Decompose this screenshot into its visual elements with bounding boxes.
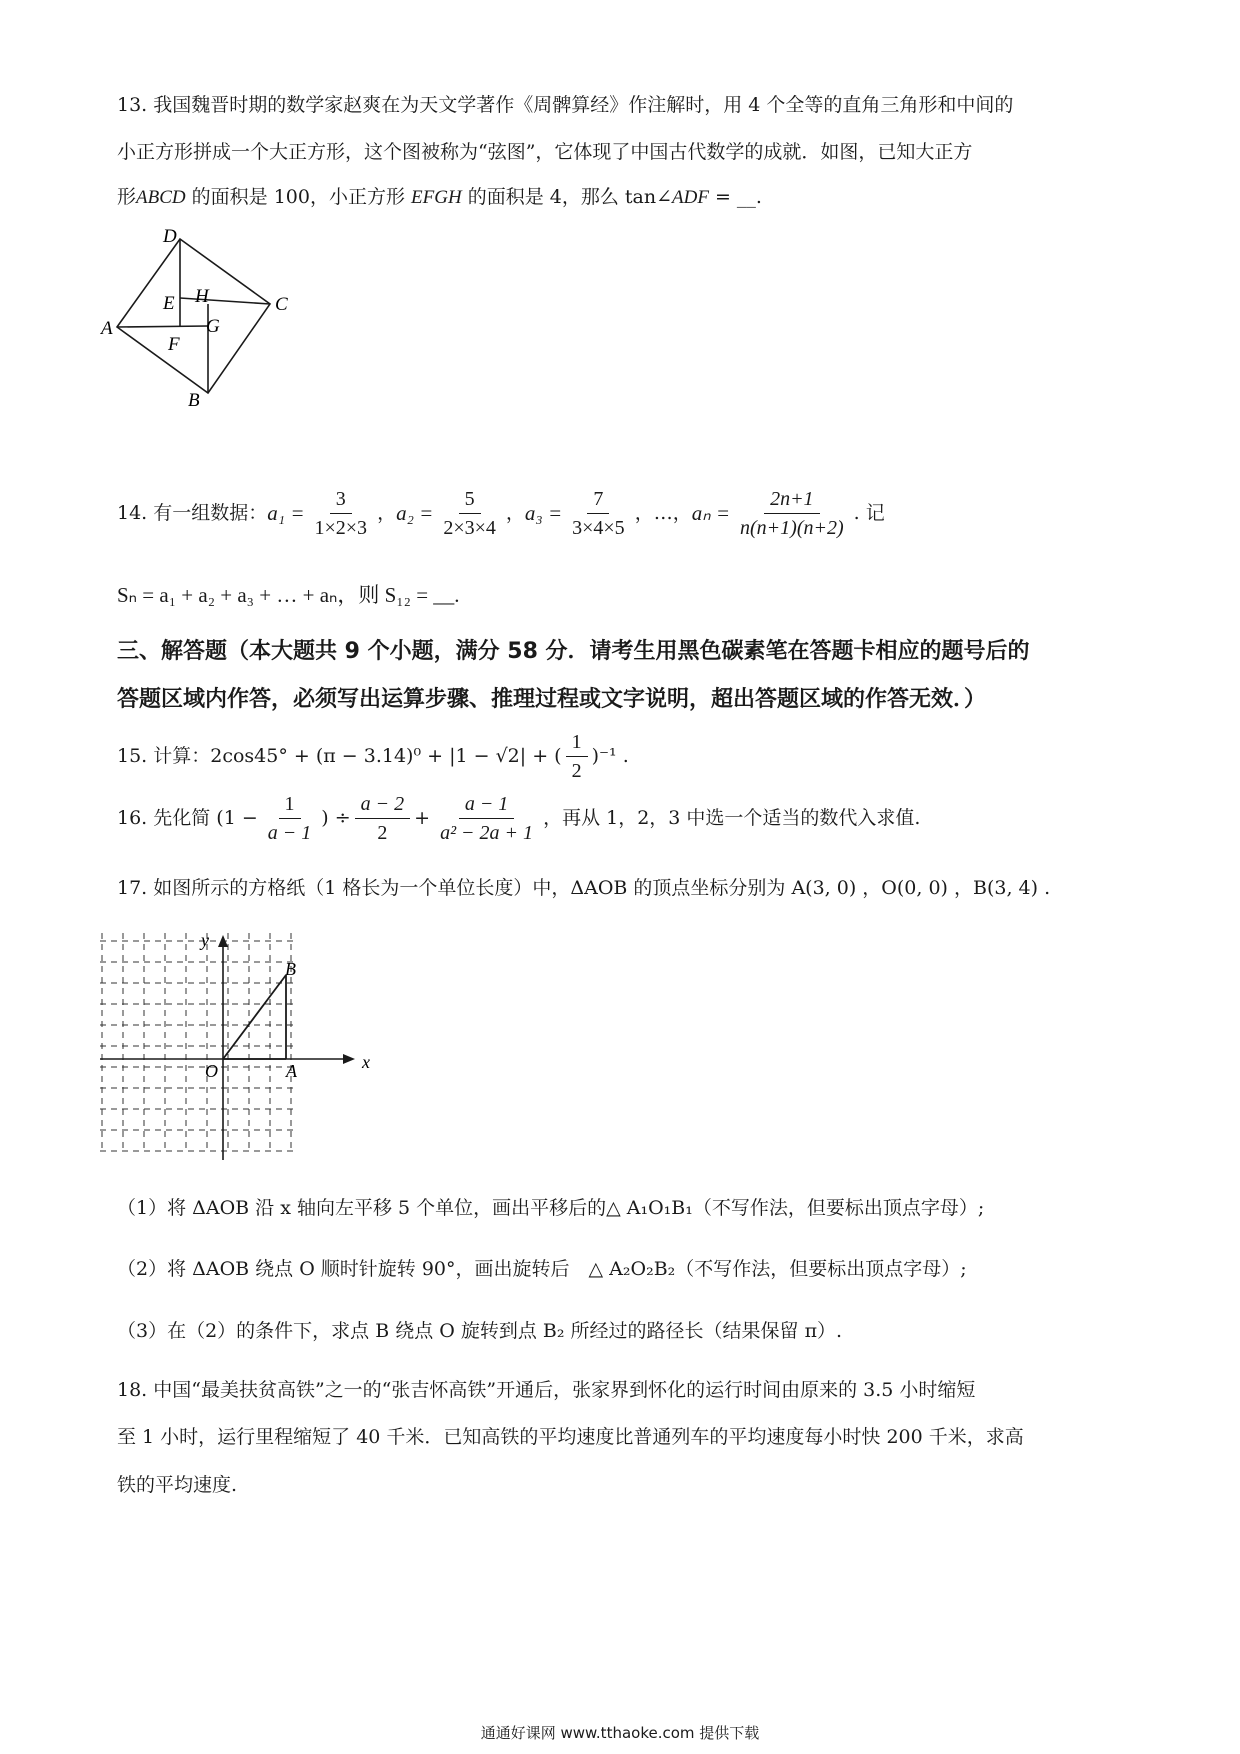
q16-frac2: [355, 792, 411, 845]
q14-an: aₙ =: [691, 500, 730, 525]
q14-frac2: [437, 487, 502, 540]
q16-frac2-den: 2: [377, 822, 388, 844]
label-h: H: [195, 286, 209, 307]
section3-heading-line2: 答题区域内作答，必须写出运算步骤、推理过程或文字说明，超出答题区域的作答无效．）: [117, 687, 987, 712]
q14-line2: Sₙ = a₁ + a₂ + a₃ + … + aₙ，则 S₁₂ = __.: [117, 583, 460, 607]
q14-a1: a₁ =: [267, 500, 305, 525]
q14-fracn: [734, 487, 850, 540]
q14-frac1: [309, 487, 374, 540]
q18-line1: 18. 中国“最美扶贫高铁”之一的“张吉怀高铁”开通后，张家界到怀化的运行时间由原来的 3.5 小时缩短: [117, 1379, 976, 1401]
point-b-label: B: [285, 959, 296, 979]
q14-frac3: [566, 487, 631, 540]
label-a: A: [101, 318, 113, 339]
q16-frac3: [434, 792, 539, 845]
q16-frac1: [262, 792, 318, 845]
q15-frac-den: 2: [571, 760, 582, 782]
q17-sub1: （1）将 ΔAOB 沿 x 轴向左平移 5 个单位，画出平移后的△ A₁O₁B₁（不写作法，但要标出顶点字母）;: [117, 1197, 985, 1219]
q16-frac1-num: 1: [279, 792, 301, 819]
page-footer: 通通好课网 www.tthaoke.com 提供下载: [480, 1724, 760, 1742]
q17-line1: 17. 如图所示的方格纸（1 格长为一个单位长度）中，ΔAOB 的顶点坐标分别为 A(3, 0) ，O(0, 0) ，B(3, 4) .: [117, 877, 1051, 899]
q14-frac2-den: 2×3×4: [443, 517, 496, 539]
line-e-c: [180, 298, 270, 304]
q13-efgh: EFGH: [411, 187, 462, 208]
q17-sub3: （3）在（2）的条件下，求点 B 绕点 O 旋转到点 B₂ 所经过的路径长（结果保留 π）.: [117, 1320, 843, 1342]
q16-lead: 16. 先化简 (1 −: [117, 807, 258, 830]
origin-label: O: [205, 1061, 218, 1081]
q14-fracn-den: n(n+1)(n+2): [740, 517, 844, 539]
q18-line2: 至 1 小时，运行里程缩短了 40 千米．已知高铁的平均速度比普通列车的平均速度每小时快 200 千米，求高: [117, 1426, 1024, 1448]
q16-frac3-den: a² − 2a + 1: [440, 822, 534, 844]
point-a-label: A: [286, 1061, 297, 1081]
label-f: F: [168, 334, 180, 355]
big-square: [117, 239, 270, 393]
q14-frac3-den: 3×4×5: [572, 517, 625, 539]
q13-text-c: 的面积是 4，那么 tan∠: [461, 186, 672, 208]
q14-dots: ，…，: [634, 502, 692, 525]
q13-text-d: = __.: [708, 186, 762, 208]
label-c: C: [275, 294, 288, 315]
q14-a3: a₃ =: [524, 500, 563, 525]
q16-frac1-den: a − 1: [267, 822, 312, 844]
q15-frac: [566, 730, 588, 783]
line-a-g: [117, 326, 208, 327]
q14-frac3-num: 7: [587, 487, 609, 514]
q15-line: [117, 730, 629, 783]
q15-frac-num: 1: [566, 730, 588, 757]
label-d: D: [163, 226, 177, 247]
q14-a2: a₂ =: [396, 500, 434, 525]
q16-mid2: +: [414, 807, 431, 830]
section3-heading-line1: 三、解答题（本大题共 9 个小题，满分 58 分．请考生用黑色碳素笔在答题卡相应的题号后的: [117, 639, 1030, 664]
x-axis-label: x: [362, 1052, 370, 1072]
y-axis-label: y: [201, 930, 209, 950]
label-g: G: [206, 316, 220, 337]
q13-line1: 13. 我国魏晋时期的数学家赵爽在为天文学著作《周髀算经》作注解时，用 4 个全等的直角三角形和中间的: [117, 94, 1014, 116]
q14-lead: 14. 有一组数据：: [117, 502, 268, 525]
q14-line1: 14. 有一组数据： a₁ = $\frac{3}{1\times 2\times 3}$ ， a₂ = $\frac{5}{2\times 3\times 4}$ ， a₃ = $\frac{7}{3\times 4\times 5}$ ，…， aₙ = $\frac{2n+1}{n(n+1)(n+2)}$ . 记: [117, 488, 885, 539]
q16-frac2-num: a − 2: [355, 792, 411, 819]
q14-frac2-num: 5: [459, 487, 481, 514]
grid-lines: [100, 933, 293, 1151]
q13-adf: ADF: [672, 187, 709, 208]
q16-frac3-num: a − 1: [459, 792, 515, 819]
q13-abcd: ABCD: [136, 187, 186, 208]
q14-frac1-num: 3: [330, 487, 352, 514]
q16-line: [117, 792, 920, 845]
x-axis-arrow: [343, 1054, 355, 1064]
q13-text-a: 形: [117, 186, 137, 208]
q17-sub2: （2）将 ΔAOB 绕点 O 顺时针旋转 90°，画出旋转后 △ A₂O₂B₂（不写作法，但要标出顶点字母）;: [117, 1258, 967, 1280]
q13-line3: [117, 186, 762, 210]
q15-tail: )⁻¹ .: [591, 745, 629, 768]
q13-text-b: 的面积是 100，小正方形: [185, 186, 412, 208]
label-e: E: [163, 293, 175, 314]
q16-mid1: ) ÷: [321, 807, 351, 830]
q17-grid-figure: [100, 925, 370, 1170]
q14-frac1-den: 1×2×3: [314, 517, 368, 539]
q13-line2: 小正方形拼成一个大正方形，这个图被称为“弦图”，它体现了中国古代数学的成就．如图，已知大正方: [117, 141, 973, 163]
q14-tail: . 记: [853, 502, 885, 525]
label-b: B: [188, 390, 200, 411]
q16-tail: ，再从 1，2，3 中选一个适当的数代入求值.: [543, 807, 921, 830]
q15-text: 15. 计算：2cos45° + (π − 3.14)⁰ + |1 − √2| + (: [117, 745, 562, 768]
q14-fracn-num: 2n+1: [764, 487, 820, 514]
q18-line3: 铁的平均速度.: [117, 1474, 238, 1496]
q13-figure: [95, 222, 325, 422]
